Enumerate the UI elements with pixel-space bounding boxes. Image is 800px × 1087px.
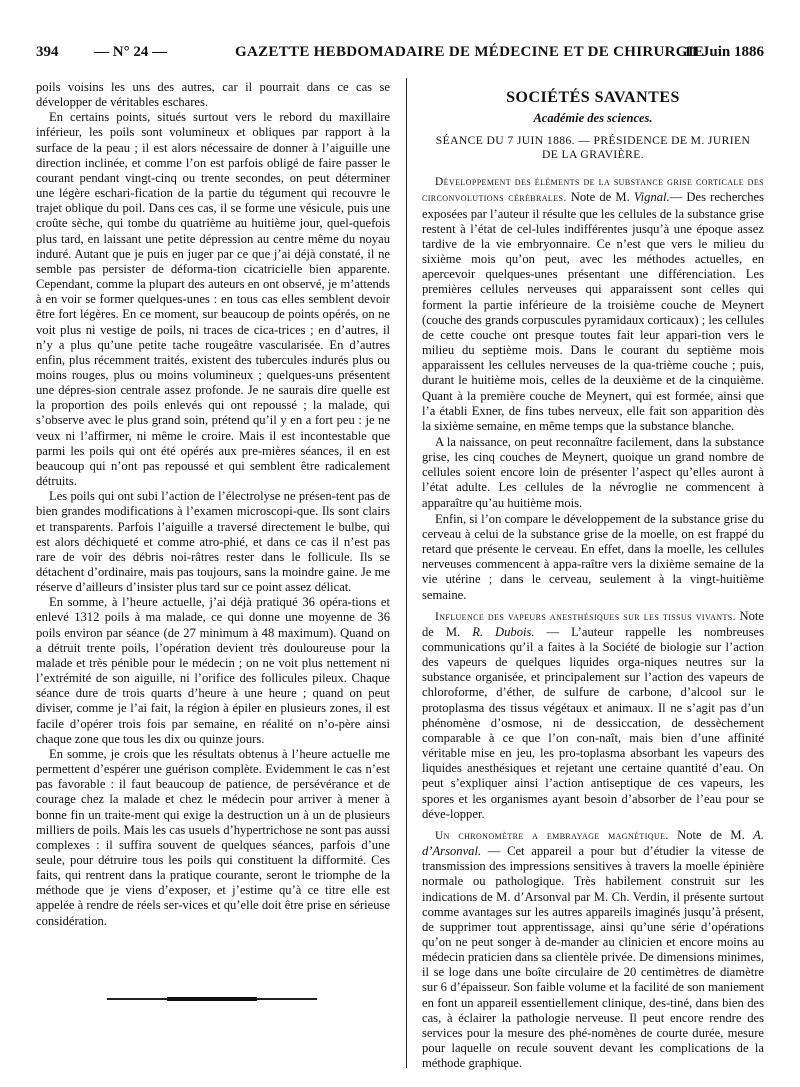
issue-number: — N° 24 — xyxy=(94,44,168,60)
article-note-prefix: Note de M. xyxy=(422,608,764,639)
article-title: Développement des éléments de la substance grise corticale des circonvolutions cérébrales. xyxy=(422,176,764,205)
left-column xyxy=(36,80,390,929)
section-title: SOCIÉTÉS SAVANTES xyxy=(506,89,680,106)
article-author: R. Dubois. xyxy=(472,624,535,639)
article-title: Influence des vapeurs anesthésiques sur les tissus vivants. xyxy=(435,610,736,623)
issue-date: 11 Juin 1886 xyxy=(683,44,764,60)
journal-title: GAZETTE HEBDOMADAIRE DE MÉDECINE ET DE CHIRURGIE xyxy=(235,44,705,60)
left-paragraph: En certains points, situés surtout vers le rebord du maxillaire inférieur, les poils sont volumineux et obliques par rapport à la surface de la peau ; il est alors nécessaire de donner à l’aiguille une direction inclinée, et comme l’on est parfois obligé de faire passer le courant pendant vingt-cinq ou trente secondes, on peut déterminer une légère eschari-fication de la partie du tégument qui recouvre le trajet oblique du poil. Dans ces cas, il se forme une vésicule, puis une croûte sèche, qui tombe du quatrième au huitième jour, quel-quefois plus tard, en laissant une petite dépression au centre même du noyau induré. Autant que je puis en juger par ce que j’ai déjà constaté, il ne semble pas persister de déforma-tion cicatricielle bien apparente. Cependant, comme la plupart des auteurs en ont observé, je m’attends à en voir se former quelques-unes : en tous cas elles semblent devoir être fort légères. En ce moment, sur beaucoup de points opérés, on ne voit plus ni vestige de poils, ni traces de cica-trices ; en d’autres, il n’y a plus qu’une petite tache rougeâtre vascularisée. En d’autres enfin, plus récemment traités, existent des tubercules indurés plus ou moins rouges, plus ou moins volumineux ; quelques-uns présentent une dépres-sion centrale assez profonde. Je ne saurais dire quelle est la proportion des poils enlevés qui ont repoussé ; la malade, qui s’observe avec le plus grand soin, prétend qu’il y en a fort peu : je ne veux ni l’affirmer, ni même le croire. Mais il est incontestable que parmi les poils qui ont été opérés aux pre-mières séances, il en est beaucoup qui n’ont pas repoussé et qui semblent être radicalement détruits. xyxy=(36,110,390,489)
article-paragraph: Enfin, si l’on compare le développement de la substance grise du cerveau à celui de la substance grise de la moelle, on est frappé du retard que présente le cerveau. En effet, dans la moelle, les cellules nerveuses commencent à appa-raître vers la dixième semaine de la vie utérine ; dans le cerveau, seulement à la vingt-huitième semaine. xyxy=(422,511,764,602)
article-note-prefix: Note de M. xyxy=(566,190,634,205)
article-author: A. d’Arsonval. xyxy=(422,827,765,859)
left-paragraph: Les poils qui ont subi l’action de l’électrolyse ne présen-tent pas de bien grandes modifications à l’examen microscopi-que. Ils sont clairs et transparents. Parfois l’aiguille a traversé directement le bulbe, qui est alors déchiqueté et comme atro-phié, et dans ce cas il n’est pas rare de voir des débris noi-râtres rester dans le follicule. Ils se détachent d’ordinaire, mais pas toujours, sans la moindre gaine. Je me réserve d’ailleurs d’insister plus tard sur ce point assez délicat. xyxy=(36,489,390,595)
seance-heading xyxy=(422,134,764,162)
article-arsonval xyxy=(422,828,764,1072)
left-paragraph: En somme, à l’heure actuelle, j’ai déjà pratiqué 36 opéra-tions et enlevé 1312 poils à ma malade, ce qui donne une moyenne de 36 poils environ par séance (de 27 minimum à 48 maximum). Quand on a détruit trente poils, l’opération devient très douloureuse pour la malade et très pénible pour le médecin ; on ne voit plus nettement ni l’extrémité de son aiguille, ni l’orifice des follicules pileux. Chaque séance dure de trois quarts d’heure à une heure ; quand on peut diviser, comme je l’ai fait, la région à épiler en plusieurs zones, il est facile d’opérer trois fois par semaine, en réalité on n’o-père ainsi chaque zone que tous les dix ou quinze jours. xyxy=(36,595,390,746)
article-note-prefix: Note de M. xyxy=(668,827,754,842)
right-column xyxy=(422,80,764,1072)
section-subtitle: Académie des sciences. xyxy=(533,111,653,126)
article-text: — Des recherches exposées par l’auteur il résulte que les cellules de la substance grise restent à l’état de cel-lules indifférentes jusqu’à une époque assez tardive de la vie embryonnaire. Ce n’est que vers le milieu du sixième mois qu’on peut, avec les méthodes actuelles, en apercevoir quelques-unes présentant une différenciation. Les premières cellules nerveuses qui apparaissent sont celles qui forment la partie inférieure de la troisième couche de Meynert (couche des grands corpuscules pyramidaux corticaux) ; les cellules de cette couche ont presque toutes fait leur appari-tion vers le milieu du septième mois. Dans le courant du septième mois apparaissent les cellules nerveuses de la qua-trième couche ; puis, durant le huitième mois, celles de la deuxième et de la cinquième. Quant à la première couche de Meynert, qui est formée, ainsi que l’a établi Exner, de fins tubes nerveux, elle fait son apparition dès la sixième semaine, en même temps que la substance blanche. xyxy=(422,190,765,433)
article-text: — Cet appareil a pour but d’étudier la vitesse de transmission des impressions sensitives à travers la moelle épinière normale ou pathologique. Très habilement construit sur les indications de M. d’Arsonval par M. Ch. Verdin, il présente surtout comme avantages sur les autres appareils imaginés jusqu’à présent, de supprimer tout apprentissage, ainsi qu’une série d’opérations qu’on ne peut songer à de-mander au clinicien et encore moins au médecin praticien dans sa clientèle privée. De dimensions minimes, il se loge dans une boîte circulaire de 20 centimètres de diamètre sur 6 d’épaisseur. Son faible volume et la facilité de son maniement en font un appareil essentiellement clinique, des-tiné, dans bien des cas, à éclairer la pathologie nerveuse. Il peut encore rendre des services pour la mesure des phé-nomènes de courte durée, mesure pour laquelle on recule souvent devant les complications de la méthode graphique. xyxy=(422,844,764,1071)
article-author: Vignal. xyxy=(633,190,670,205)
seance-line-1: SÉANCE DU 7 JUIN 1886. — PRÉSIDENCE DE M. JURIEN xyxy=(435,134,751,148)
page-header xyxy=(36,40,764,66)
article-vignal xyxy=(422,174,764,434)
page-number: 394 xyxy=(36,44,59,60)
article-title: Un chronomètre a embrayage magnétique. xyxy=(435,829,669,842)
end-rule xyxy=(107,998,317,1000)
column-divider xyxy=(406,78,407,1068)
article-paragraph: A la naissance, on peut reconnaître facilement, dans la substance grise, les cinq couches de Meynert, quoique un grand nombre de cellules soient encore loin de présenter l’aspect qu’elles auront à l’état adulte. Les cellules de la névroglie ne commencent à apparaître qu’au huitième mois. xyxy=(422,434,764,510)
seance-line-2: DE LA GRAVIÈRE. xyxy=(541,148,645,162)
article-dubois xyxy=(422,609,764,822)
left-paragraph: poils voisins les uns des autres, car il pourrait dans ce cas se développer de véritables eschares. xyxy=(36,80,390,110)
article-text: — L’auteur rappelle les nombreuses communications qu’il a faites à la Société de biologie sur l’action des vapeurs de quelques liquides orga-niques neutres sur la substance organisée, et principalement sur l’action des vapeurs de chloroforme, d’éther, de sulfure de carbone, d’alcool sur le protoplasma des tissus végétaux et animaux. Il ne s’agit pas d’un phénomène d’osmose, ni de dessiccation, de dessèchement comparable à ce que l’on con-naît, mais bien d’une affinité véritable mise en jeu, les pro-toplasma absorbant les vapeurs des liquides anesthésiques et rejetant une certaine quantité d’eau. On peut s’expliquer ainsi l’action antiseptique de ces vapeurs, les spores et les organismes ayant besoin d’absorber de l’eau pour se déve-lopper. xyxy=(422,624,764,821)
left-paragraph: En somme, je crois que les résultats obtenus à l’heure actuelle me permettent d’espérer une guérison complète. Evidemment le cas n’est pas favorable : il faut beaucoup de patience, de persévérance et de courage chez la malade et chez le médecin pour arriver à mener à bonne fin un traite-ment qui exige la destruction un à un de plusieurs milliers de poils. Mais les cas usuels d’hypertrichose ne sont pas aussi complexes : il suffira souvent de quelques séances, parfois d’une seule, pour détruire tous les poils qui constituent la difformité. Ces faits, qui rentrent dans la pratique courante, seront le triomphe de la méthode que je viens d’exposer, et j’estime qu’à ce titre elle est appelée à rendre de réels ser-vices et qu’elle doit être prise en sérieuse considération. xyxy=(36,746,390,928)
